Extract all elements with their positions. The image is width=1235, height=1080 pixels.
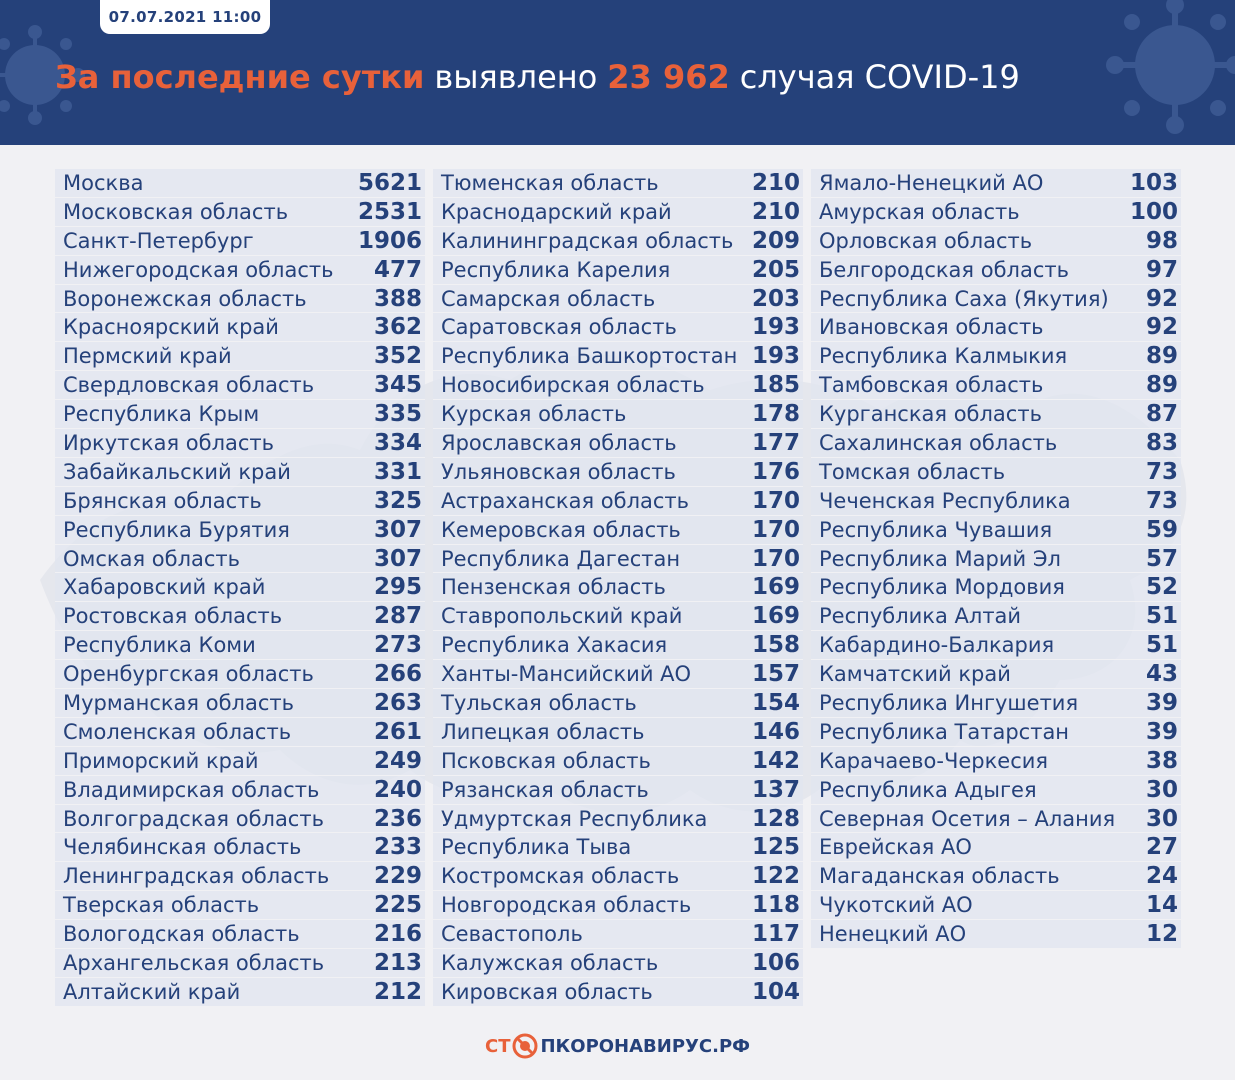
region-name: Владимирская область [63, 777, 320, 802]
case-count: 1906 [357, 227, 422, 254]
table-row [55, 342, 425, 371]
case-count: 213 [373, 950, 422, 977]
region-name: Томская область [819, 459, 1006, 484]
case-count: 170 [751, 516, 800, 543]
region-name: Приморский край [63, 748, 259, 773]
region-name: Хабаровский край [63, 575, 266, 600]
region-name: Смоленская область [63, 719, 292, 744]
case-count: 249 [373, 747, 422, 774]
region-name: Республика Бурятия [63, 517, 290, 542]
case-count: 205 [751, 256, 800, 283]
table-row [433, 920, 803, 949]
case-count: 89 [1145, 343, 1178, 370]
region-name: Саратовская область [441, 315, 677, 340]
table-row [55, 573, 425, 602]
case-count: 39 [1145, 718, 1178, 745]
region-name: Курганская область [819, 402, 1042, 427]
region-name: Республика Мордовия [819, 575, 1065, 600]
case-count: 210 [751, 198, 800, 225]
table-row [433, 805, 803, 834]
region-name: Орловская область [819, 228, 1033, 253]
case-count: 170 [751, 545, 800, 572]
region-name: Липецкая область [441, 719, 645, 744]
table-row [433, 602, 803, 631]
table-row [55, 805, 425, 834]
case-count: 98 [1145, 227, 1178, 254]
table-row [55, 285, 425, 314]
case-count: 236 [373, 805, 422, 832]
case-count: 216 [373, 921, 422, 948]
region-name: Вологодская область [63, 922, 300, 947]
case-count: 52 [1145, 574, 1178, 601]
region-name: Брянская область [63, 488, 262, 513]
case-count: 178 [751, 401, 800, 428]
case-count: 287 [373, 603, 422, 630]
case-count: 345 [373, 372, 422, 399]
regions-column-3 [811, 169, 1181, 949]
table-row [433, 516, 803, 545]
table-row [811, 516, 1181, 545]
regions-table [55, 169, 1190, 1009]
table-row [55, 891, 425, 920]
table-row [55, 313, 425, 342]
region-name: Ростовская область [63, 604, 283, 629]
region-name: Костромская область [441, 864, 680, 889]
table-row [433, 313, 803, 342]
region-name: Республика Алтай [819, 604, 1022, 629]
table-row [55, 862, 425, 891]
logo-text-st: СТ [484, 1035, 511, 1057]
table-row [811, 285, 1181, 314]
table-row [433, 660, 803, 689]
case-count: 362 [373, 314, 422, 341]
region-name: Республика Ингушетия [819, 691, 1079, 716]
table-row [811, 313, 1181, 342]
table-row [55, 371, 425, 400]
table-row [433, 371, 803, 400]
headline-period: За последние сутки [55, 58, 425, 96]
table-row [433, 862, 803, 891]
table-row [811, 776, 1181, 805]
table-row [55, 833, 425, 862]
table-row [433, 833, 803, 862]
virus-decoration-icon [1100, 0, 1235, 140]
case-count: 331 [373, 458, 422, 485]
region-name: Омская область [63, 546, 241, 571]
table-row [811, 371, 1181, 400]
case-count: 106 [751, 950, 800, 977]
table-row [811, 227, 1181, 256]
region-name: Оренбургская область [63, 662, 314, 687]
region-name: Свердловская область [63, 373, 315, 398]
region-name: Самарская область [441, 286, 656, 311]
table-row [433, 487, 803, 516]
case-count: 266 [373, 661, 422, 688]
headline-suffix: случая COVID-19 [739, 58, 1020, 96]
region-name: Новосибирская область [441, 373, 705, 398]
region-name: Тюменская область [441, 171, 659, 195]
table-row [55, 169, 425, 198]
region-name: Архангельская область [63, 951, 325, 976]
region-name: Республика Карелия [441, 257, 671, 282]
case-count: 83 [1145, 430, 1178, 457]
case-count: 59 [1145, 516, 1178, 543]
region-name: Севастополь [441, 922, 583, 947]
case-count: 24 [1145, 863, 1178, 890]
table-row [55, 660, 425, 689]
table-row [811, 256, 1181, 285]
region-name: Ленинградская область [63, 864, 330, 889]
table-row [55, 429, 425, 458]
region-name: Магаданская область [819, 864, 1060, 889]
logo-text-coronavirus: ПКОРОНАВИРУС.РФ [540, 1035, 750, 1057]
case-count: 154 [751, 690, 800, 717]
table-row [433, 256, 803, 285]
region-name: Мурманская область [63, 691, 294, 716]
region-name: Тульская область [441, 691, 637, 716]
table-row [811, 429, 1181, 458]
table-row [55, 978, 425, 1007]
region-name: Удмуртская Республика [441, 806, 708, 831]
table-row [55, 747, 425, 776]
case-count: 51 [1145, 603, 1178, 630]
table-row [55, 920, 425, 949]
region-name: Кемеровская область [441, 517, 681, 542]
region-name: Калужская область [441, 951, 659, 976]
region-name: Республика Коми [63, 633, 256, 658]
table-row [811, 862, 1181, 891]
case-count: 169 [751, 574, 800, 601]
case-count: 193 [751, 314, 800, 341]
region-name: Ставропольский край [441, 604, 683, 629]
table-row [433, 573, 803, 602]
case-count: 5621 [357, 170, 422, 196]
region-name: Астраханская область [441, 488, 690, 513]
table-row [433, 285, 803, 314]
case-count: 263 [373, 690, 422, 717]
case-count: 334 [373, 430, 422, 457]
case-count: 157 [751, 661, 800, 688]
region-name: Краснодарский край [441, 199, 672, 224]
region-name: Северная Осетия – Алания [819, 806, 1116, 831]
case-count: 229 [373, 863, 422, 890]
table-row [811, 631, 1181, 660]
regions-column-1 [55, 169, 425, 1007]
case-count: 39 [1145, 690, 1178, 717]
case-count: 169 [751, 603, 800, 630]
table-row [811, 198, 1181, 227]
case-count: 104 [751, 978, 800, 1005]
case-count: 128 [751, 805, 800, 832]
region-name: Челябинская область [63, 835, 302, 860]
case-count: 176 [751, 458, 800, 485]
case-count: 295 [373, 574, 422, 601]
table-row [811, 660, 1181, 689]
table-row [55, 631, 425, 660]
headline-count: 23 962 [607, 58, 730, 96]
headline [55, 58, 1020, 104]
case-count: 43 [1145, 661, 1178, 688]
region-name: Кабардино-Балкария [819, 633, 1055, 658]
region-name: Белгородская область [819, 257, 1069, 282]
table-row [811, 747, 1181, 776]
region-name: Республика Тыва [441, 835, 632, 860]
case-count: 100 [1129, 198, 1178, 225]
region-name: Республика Крым [63, 402, 260, 427]
region-name: Алтайский край [63, 979, 241, 1004]
case-count: 352 [373, 343, 422, 370]
table-row [55, 949, 425, 978]
table-row [811, 689, 1181, 718]
stopcoronavirus-logo[interactable] [0, 1028, 1235, 1064]
table-row [811, 458, 1181, 487]
case-count: 210 [751, 170, 800, 196]
case-count: 122 [751, 863, 800, 890]
case-count: 142 [751, 747, 800, 774]
case-count: 158 [751, 632, 800, 659]
table-row [811, 602, 1181, 631]
case-count: 388 [373, 285, 422, 312]
case-count: 203 [751, 285, 800, 312]
case-count: 212 [373, 978, 422, 1005]
case-count: 335 [373, 401, 422, 428]
case-count: 89 [1145, 372, 1178, 399]
table-row [433, 429, 803, 458]
region-name: Республика Башкортостан [441, 344, 738, 369]
region-name: Тамбовская область [819, 373, 1044, 398]
case-count: 209 [751, 227, 800, 254]
table-row [811, 487, 1181, 516]
case-count: 233 [373, 834, 422, 861]
table-row [811, 573, 1181, 602]
case-count: 146 [751, 718, 800, 745]
table-row [433, 747, 803, 776]
table-row [433, 689, 803, 718]
table-row [55, 400, 425, 429]
case-count: 193 [751, 343, 800, 370]
case-count: 14 [1145, 892, 1178, 919]
case-count: 38 [1145, 747, 1178, 774]
case-count: 103 [1129, 170, 1178, 196]
region-name: Республика Марий Эл [819, 546, 1061, 571]
table-row [811, 400, 1181, 429]
region-name: Пензенская область [441, 575, 666, 600]
case-count: 307 [373, 545, 422, 572]
case-count: 92 [1145, 285, 1178, 312]
table-row [55, 545, 425, 574]
region-name: Воронежская область [63, 286, 307, 311]
table-row [433, 776, 803, 805]
region-name: Иркутская область [63, 431, 275, 456]
table-row [811, 805, 1181, 834]
region-name: Кировская область [441, 979, 653, 1004]
region-name: Ямало-Ненецкий АО [819, 171, 1044, 195]
table-row [433, 227, 803, 256]
case-count: 170 [751, 487, 800, 514]
case-count: 117 [751, 921, 800, 948]
region-name: Калининградская область [441, 228, 734, 253]
region-name: Ульяновская область [441, 459, 676, 484]
case-count: 125 [751, 834, 800, 861]
region-name: Ярославская область [441, 431, 677, 456]
table-row [55, 602, 425, 631]
table-row [55, 776, 425, 805]
case-count: 30 [1145, 805, 1178, 832]
region-name: Ненецкий АО [819, 922, 967, 947]
table-row [433, 342, 803, 371]
region-name: Московская область [63, 199, 289, 224]
table-row [433, 545, 803, 574]
region-name: Пермский край [63, 344, 232, 369]
region-name: Нижегородская область [63, 257, 334, 282]
region-name: Республика Хакасия [441, 633, 668, 658]
region-name: Волгоградская область [63, 806, 324, 831]
region-name: Псковская область [441, 748, 651, 773]
case-count: 73 [1145, 487, 1178, 514]
table-row [811, 342, 1181, 371]
region-name: Карачаево-Черкесия [819, 748, 1049, 773]
table-row [433, 458, 803, 487]
region-name: Республика Татарстан [819, 719, 1070, 744]
headline-verb: выявлено [434, 58, 598, 96]
region-name: Чукотский АО [819, 893, 973, 918]
region-name: Амурская область [819, 199, 1020, 224]
case-count: 12 [1145, 921, 1178, 948]
regions-column-2 [433, 169, 803, 1007]
table-row [433, 169, 803, 198]
table-row [811, 545, 1181, 574]
case-count: 185 [751, 372, 800, 399]
region-name: Ивановская область [819, 315, 1044, 340]
case-count: 137 [751, 776, 800, 803]
region-name: Чеченская Республика [819, 488, 1071, 513]
case-count: 261 [373, 718, 422, 745]
region-name: Республика Чувашия [819, 517, 1053, 542]
table-row [811, 169, 1181, 198]
table-row [811, 920, 1181, 949]
table-row [55, 256, 425, 285]
table-row [55, 487, 425, 516]
case-count: 225 [373, 892, 422, 919]
case-count: 92 [1145, 314, 1178, 341]
case-count: 2531 [357, 198, 422, 225]
table-row [55, 516, 425, 545]
region-name: Забайкальский край [63, 459, 291, 484]
region-name: Санкт-Петербург [63, 228, 254, 253]
case-count: 87 [1145, 401, 1178, 428]
case-count: 57 [1145, 545, 1178, 572]
table-row [433, 949, 803, 978]
table-row [55, 689, 425, 718]
table-row [433, 718, 803, 747]
stop-virus-sign-icon [511, 1032, 539, 1060]
table-row [55, 718, 425, 747]
table-row [811, 833, 1181, 862]
case-count: 30 [1145, 776, 1178, 803]
case-count: 118 [751, 892, 800, 919]
table-row [433, 631, 803, 660]
case-count: 51 [1145, 632, 1178, 659]
region-name: Рязанская область [441, 777, 649, 802]
table-row [433, 978, 803, 1007]
case-count: 307 [373, 516, 422, 543]
case-count: 240 [373, 776, 422, 803]
report-date: 07.07.2021 11:00 [100, 0, 270, 34]
case-count: 477 [373, 256, 422, 283]
region-name: Тверская область [63, 893, 260, 918]
region-name: Камчатский край [819, 662, 1011, 687]
table-row [433, 400, 803, 429]
header-banner [0, 0, 1235, 145]
region-name: Республика Саха (Якутия) [819, 286, 1109, 311]
table-row [55, 198, 425, 227]
table-row [811, 891, 1181, 920]
case-count: 97 [1145, 256, 1178, 283]
table-row [433, 198, 803, 227]
table-row [811, 718, 1181, 747]
case-count: 73 [1145, 458, 1178, 485]
table-row [55, 227, 425, 256]
case-count: 325 [373, 487, 422, 514]
region-name: Курская область [441, 402, 627, 427]
region-name: Красноярский край [63, 315, 279, 340]
case-count: 27 [1145, 834, 1178, 861]
region-name: Сахалинская область [819, 431, 1058, 456]
region-name: Республика Дагестан [441, 546, 681, 571]
region-name: Республика Калмыкия [819, 344, 1068, 369]
region-name: Ханты-Мансийский АО [441, 662, 692, 687]
table-row [433, 891, 803, 920]
case-count: 177 [751, 430, 800, 457]
case-count: 273 [373, 632, 422, 659]
region-name: Республика Адыгея [819, 777, 1037, 802]
region-name: Еврейская АО [819, 835, 972, 860]
region-name: Москва [63, 171, 144, 195]
table-row [55, 458, 425, 487]
region-name: Новгородская область [441, 893, 692, 918]
